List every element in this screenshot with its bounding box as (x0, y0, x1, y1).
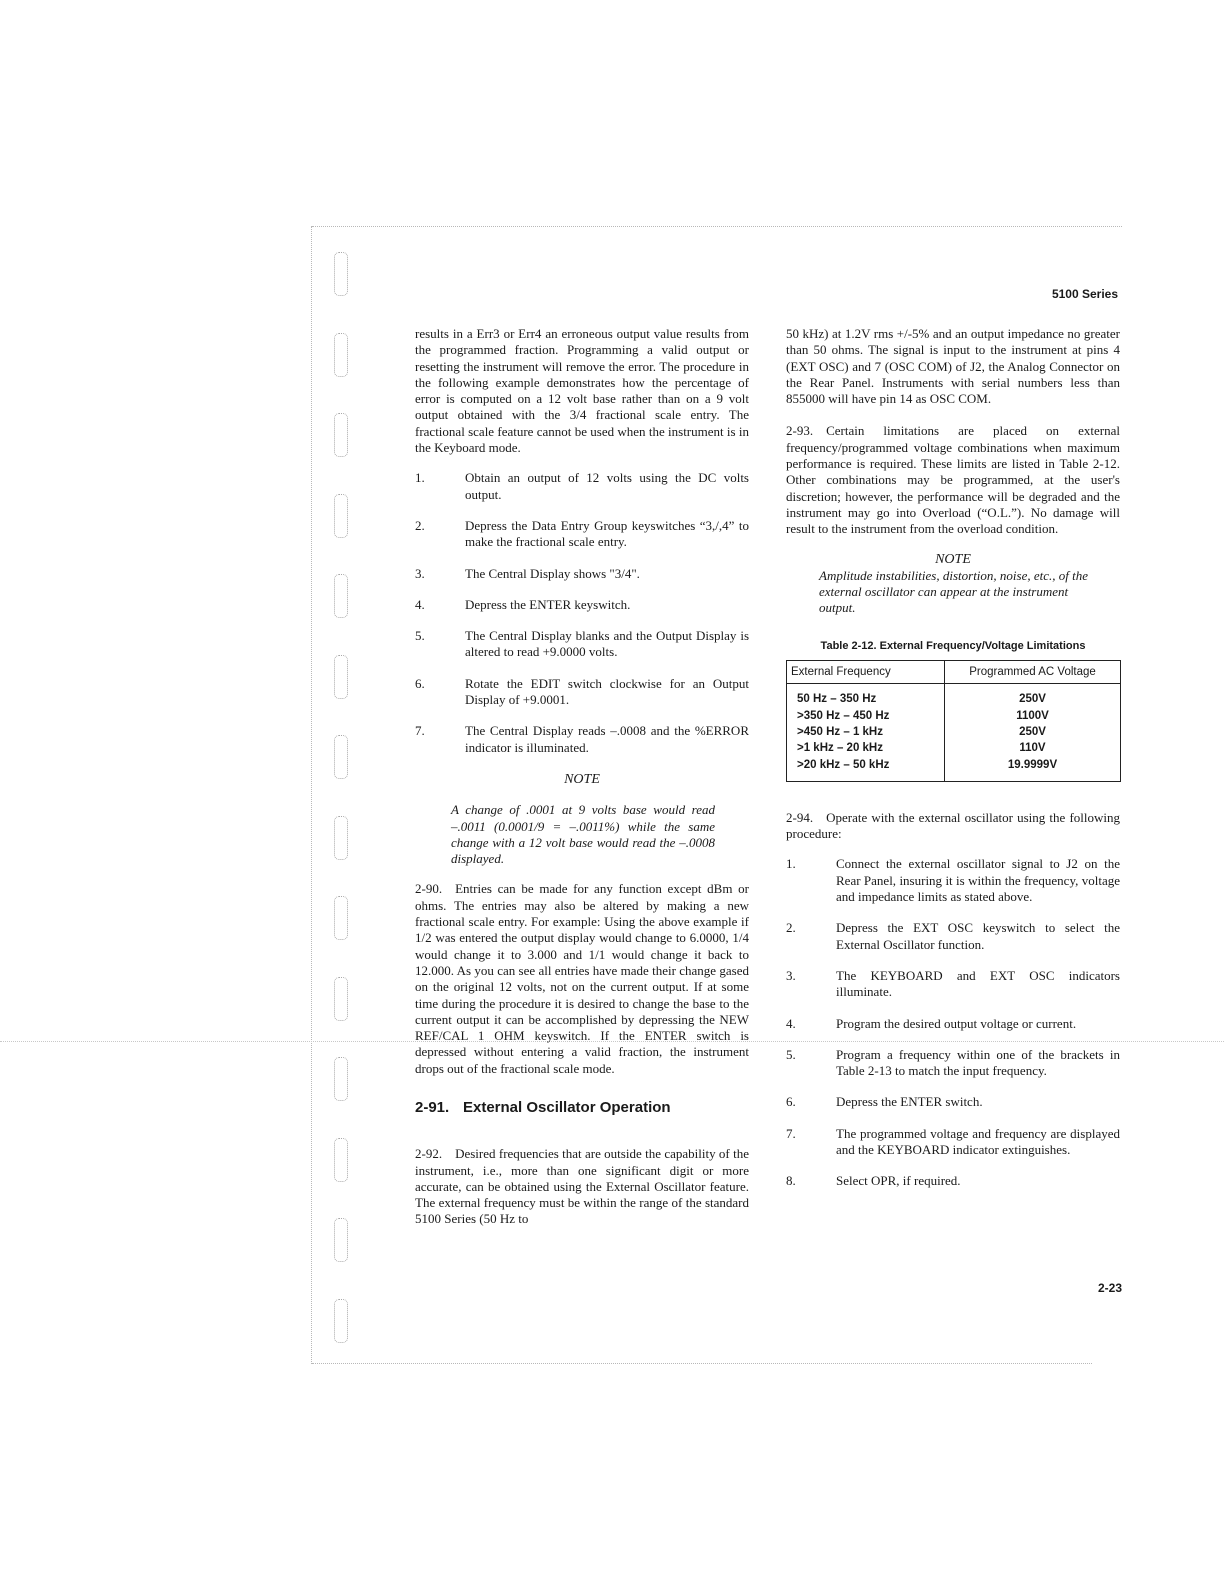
binder-hole (334, 574, 348, 618)
note-heading: NOTE (564, 771, 600, 787)
list-item (415, 723, 749, 756)
binder-hole (334, 1057, 348, 1101)
list-item (415, 566, 749, 582)
binder-hole (334, 1299, 348, 1343)
step-number: 4. (786, 1015, 796, 1031)
binder-hole (334, 333, 348, 377)
page-header: 5100 Series (1051, 287, 1118, 301)
step-text: The Central Display shows "3/4". (465, 565, 640, 581)
step-text: The programmed voltage and frequency are displayed and the KEYBOARD indicator extinguishes. (836, 1125, 1120, 1157)
step-number: 3. (786, 967, 796, 983)
step-text: The KEYBOARD and EXT OSC indicators illuminate. (836, 967, 1120, 1000)
step-text: Depress the ENTER keyswitch. (465, 596, 631, 612)
section-heading (415, 1100, 749, 1116)
step-text: Program a frequency within one of the brackets in Table 2-13 to match the input frequency. (836, 1046, 1120, 1079)
binder-hole (334, 1218, 348, 1262)
list-item (415, 676, 749, 709)
table-row (787, 757, 1121, 782)
table-row (787, 684, 1121, 708)
voltage-cell: 250V (1019, 693, 1046, 706)
step-text: Program the desired output voltage or current. (836, 1015, 1077, 1031)
binder-hole (334, 1138, 348, 1182)
step-number: 7. (415, 723, 425, 739)
intro-paragraph: results in a Err3 or Err4 an erroneous output value results from the programmed fraction. Programming a valid output or resetting the instrument will remove the error. The procedure in the following example demonstrates how the percentage of error is computed on a 12 volt base rather than on a 9 volt output obtained with the 3/4 fractional scale entry. The fractional scale feature cannot be used when the instrument is in the Keyboard mode. (415, 326, 749, 456)
step-text: Rotate the EDIT switch clockwise for an Output Display of +9.0001. (465, 675, 749, 708)
step-number: 7. (786, 1125, 796, 1141)
step-text: The Central Display reads –.0008 and the %ERROR indicator is illuminated. (465, 723, 749, 755)
voltage-cell: 1100V (1016, 709, 1049, 722)
list-item (786, 856, 1120, 905)
list-item (786, 1047, 1120, 1080)
step-number: 1. (786, 856, 796, 872)
binder-hole (334, 735, 348, 779)
step-text: Depress the Data Entry Group keyswitches “3,/,4” to make the fractional scale entry. (465, 517, 749, 550)
step-text: Depress the ENTER switch. (836, 1094, 983, 1110)
frequency-cell: >450 Hz – 1 kHz (787, 724, 945, 740)
step-text: Depress the EXT OSC keyswitch to select the External Oscillator function. (836, 920, 1120, 952)
step-number: 4. (415, 596, 425, 612)
scan-border-bottom (312, 1363, 1092, 1364)
section-title: External Oscillator Operation (463, 1098, 671, 1116)
table-row (787, 740, 1121, 756)
frequency-cell: >1 kHz – 20 kHz (787, 740, 945, 756)
list-item (415, 628, 749, 661)
note-heading: NOTE (935, 551, 971, 567)
scan-border-top (312, 226, 1122, 227)
paragraph-2-94: 2-94. Operate with the external oscillator using the following procedure: (786, 809, 1120, 842)
section-number: 2-91. (415, 1098, 450, 1116)
list-item (786, 968, 1120, 1001)
step-number: 2. (786, 920, 796, 936)
binder-hole (334, 977, 348, 1021)
note-text: Amplitude instabilities, distortion, noise, etc., of the external oscillator can appear at the instrument output. (819, 567, 1089, 616)
binder-hole (334, 896, 348, 940)
step-text: Connect the external oscillator signal to J2 on the Rear Panel, insuring it is within the frequency, voltage and impedance limits as stated above. (836, 856, 1120, 905)
table-row (787, 708, 1121, 724)
frequency-cell: >350 Hz – 450 Hz (787, 708, 945, 724)
frequency-cell: 50 Hz – 350 Hz (787, 684, 945, 708)
binder-hole (334, 655, 348, 699)
note-text: A change of .0001 at 9 volts base would read –.0011 (0.0001/9 = –.0011%) while the same change with a 12 volt base would read the –.0008 displayed. (451, 802, 715, 867)
paragraph-continued: 50 kHz) at 1.2V rms +/-5% and an output impedance no greater than 50 ohms. The signal is input to the instrument at pins 4 (EXT OSC) and 7 (OSC COM) of J2, the Analog Connector on the Rear Panel. Instruments with serial numbers less than 855000 will have pin 14 as OSC COM. (786, 326, 1120, 407)
step-text: Obtain an output of 12 volts using the DC volts output. (465, 470, 749, 502)
page-number: 2-23 (1097, 1281, 1122, 1295)
list-item (786, 1126, 1120, 1159)
step-number: 6. (786, 1094, 796, 1110)
binder-hole (334, 494, 348, 538)
step-text: The Central Display blanks and the Output Display is altered to read +9.0000 volts. (465, 628, 749, 660)
voltage-cell: 19.9999V (1007, 758, 1058, 771)
list-item (786, 1094, 1120, 1110)
paragraph-2-93: 2-93. Certain limitations are placed on external frequency/programmed voltage combinations when maximum performance is required. These limits are listed in Table 2-12. Other combinations may be programmed, at the user's discretion; however, the performance will be degraded and the instrument may go into Overload (“O.L.”). No damage will result to the instrument from the overload condition. (786, 423, 1120, 537)
list-item (415, 518, 749, 551)
step-number: 5. (786, 1046, 796, 1062)
column-header: Programmed AC Voltage (945, 661, 1121, 684)
step-number: 3. (415, 565, 425, 581)
list-item (786, 1016, 1120, 1032)
step-number: 6. (415, 675, 425, 691)
step-number: 8. (786, 1173, 796, 1189)
list-item (415, 470, 749, 503)
voltage-cell: 110V (1019, 742, 1046, 755)
step-number: 5. (415, 628, 425, 644)
list-item (786, 920, 1120, 953)
step-number: 1. (415, 470, 425, 486)
paragraph-2-92: 2-92. Desired frequencies that are outside the capability of the instrument, i.e., more than one significant digit or more accurate, can be obtained using the External Oscillator feature. The external frequency must be within the range of the standard 5100 Series (50 Hz to (415, 1146, 749, 1227)
step-text: Select OPR, if required. (836, 1173, 961, 1189)
frequency-cell: >20 kHz – 50 kHz (787, 757, 945, 782)
left-column (415, 326, 749, 1228)
table-row (787, 724, 1121, 740)
paragraph-2-90: 2-90. Entries can be made for any function except dBm or ohms. The entries may also be altered by making a new fractional scale entry. For example: Using the above example if 1/2 was entered the output display would change to 6.0000, 1/4 would change it to 3.000 and 1/1 would change it back to 12.000. As you can see all entries have made their change gased on the original 12 volts, not on the current output. If at some time during the procedure it is desired to change the base to the current output it can be accomplished by depressing the NEW REF/CAL 1 OHM keyswitch. If the ENTER switch is depressed without entering a valid fraction, the instrument drops out of the fractional scale mode. (415, 881, 749, 1076)
binder-hole (334, 413, 348, 457)
binder-hole (334, 252, 348, 296)
list-item (786, 1173, 1120, 1189)
scan-border-left (311, 226, 312, 1364)
voltage-cell: 250V (1019, 725, 1046, 738)
table-caption: Table 2-12. External Frequency/Voltage Limitations (820, 639, 1086, 652)
table-header-row (787, 661, 1121, 684)
column-header: External Frequency (787, 661, 945, 684)
list-item (415, 597, 749, 613)
binder-hole (334, 816, 348, 860)
step-number: 2. (415, 517, 425, 533)
right-column (786, 326, 1120, 1190)
limitations-table (786, 660, 1121, 782)
